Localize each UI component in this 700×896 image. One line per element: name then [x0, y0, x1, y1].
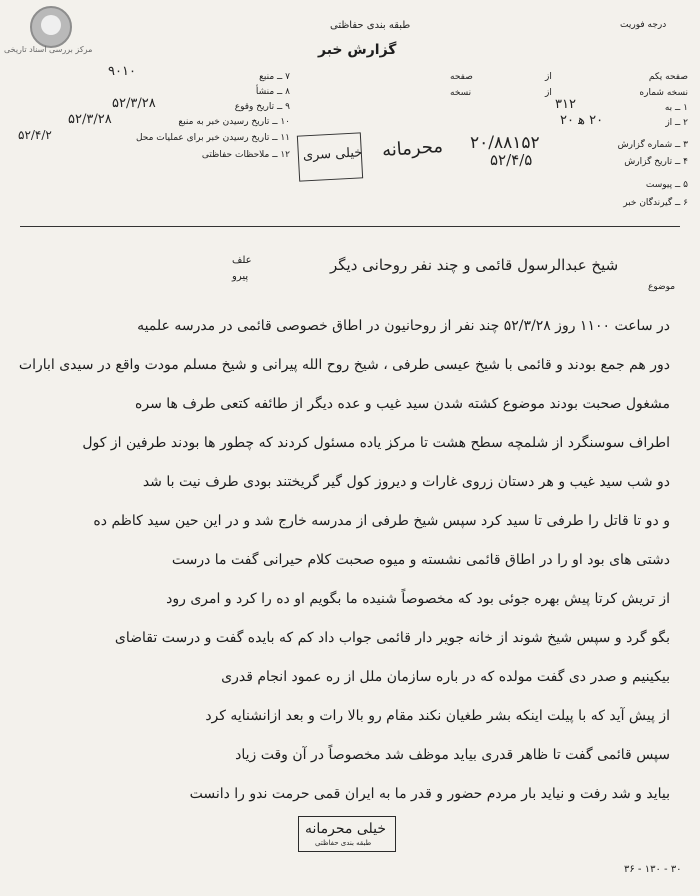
center-stamp: محرمانه	[381, 135, 444, 162]
body-line: مشغول صحبت بودند موضوع کشته شدن سید غیب و عده دیگر از طائفه کتعی طرف ها سره	[135, 396, 670, 412]
body-line: بیاید و شد رفت و نیاید بار مردم حضور و قدر ما به ایران قمی حرمت ندو را دانست	[189, 786, 670, 802]
form-title: گزارش خبر	[318, 42, 397, 58]
field-value: ۹۰۱۰	[108, 64, 136, 79]
field-label: ۱ ــ به	[664, 103, 688, 113]
field-value: ۳۱۲	[555, 97, 576, 112]
field-label: صفحه یکم	[648, 72, 688, 82]
stamp-box	[297, 132, 363, 181]
field-value: ۲۰/۸۸۱۵۲	[470, 133, 540, 153]
bottom-stamp-sub: طبقه بندی حفاظتی	[315, 839, 372, 847]
body-line: دو شب سید غیب و هر دستان زروی غارات و دیروز کول گیر گریختند بودی طرف نیت با شد	[142, 474, 670, 490]
subject-text: شیخ عبدالرسول قائمی و چند نفر روحانی دیگر	[330, 256, 619, 274]
field-label: ۱۱ ــ تاریخ رسیدن خبر برای عملیات محل	[135, 133, 290, 143]
body-line: از پیش آید که با پیلت اینکه بشر طغیان نکند مقام رو بالا رات و بعد ازانشنایه کرد	[205, 708, 670, 724]
bottom-stamp	[298, 816, 396, 852]
field-mid: از	[545, 72, 552, 82]
classification-center: طبقه بندی حفاظتی	[330, 20, 411, 31]
bottom-stamp-main: خیلی محرمانه	[305, 821, 387, 837]
stamp-box-text: خیلی سری	[302, 145, 363, 164]
classification-right: درجه فوریت	[620, 20, 667, 30]
archive-logo-text: مرکز بررسی اسناد تاریخی	[4, 45, 93, 54]
body-line: دشتی های بود او را در اطاق قائمی نشسته و میوه صحبت کلام حیرانی گفت ما درست	[171, 552, 670, 568]
field-label: ۱۲ ــ ملاحظات حفاظتی	[201, 150, 290, 160]
field-mid: نسخه	[450, 88, 472, 98]
field-value: ۲۰ ه‍ ۲۰	[560, 113, 604, 128]
body-line: سپس قائمی گفت تا ظاهر قدری بیاید موظف شد مخصوصاً در آن وقت زیاد	[235, 747, 670, 763]
annotation-left-2: پیرو	[232, 271, 249, 282]
body-line: و دو تا قاتل را طرفی تا سید کرد سپس شیخ طرفی از مدرسه خارج شد و در این حین سید کاظم ده	[93, 513, 670, 529]
field-value: ۵۲/۴/۲	[18, 128, 52, 142]
field-label: ۴ ــ تاریخ گزارش	[624, 157, 688, 167]
field-label: ۳ ــ شماره گزارش	[617, 140, 688, 150]
body-line: بیکینیم و صدر دی گفت مولده که در باره سازمان ملل از ره عمود انجام قدری	[221, 669, 670, 685]
field-label: ۱۰ ــ تاریخ رسیدن خبر به منبع	[178, 117, 290, 127]
body-line: دور هم جمع بودند و قائمی با شیخ عیسی طرفی ، شیخ روح الله پیرانی و شیخ مسلم مودت واقع در سیدی ابارات	[18, 357, 670, 373]
field-label: ۷ ــ منبع	[259, 72, 290, 82]
body-line: اطراف سوسنگرد از شلمچه سطح هشت تا مرکز یاده مسئول کردند که چطور ها بودند طرفین از کول	[82, 435, 670, 451]
field-label: ۲ ــ از	[665, 118, 688, 128]
body-line: از تریش کرتا پیش بهره جوئی بود که مخصوصاً شنیده ما بگویم او ده را کرد و امری رود	[166, 591, 670, 607]
divider	[20, 226, 680, 227]
field-value: ۵۲/۳/۲۸	[112, 96, 156, 111]
field-mid: از	[545, 88, 552, 98]
field-mid: صفحه	[450, 72, 473, 82]
field-value: ۵۲/۳/۲۸	[68, 112, 112, 127]
footer-code: ۳۰ - ۱۳۰ - ۳۶	[624, 864, 682, 875]
field-value: ۵۲/۴/۵	[490, 151, 533, 169]
body-line: در ساعت ۱۱۰۰ روز ۵۲/۳/۲۸ چند نفر از روحانیون در اطاق خصوصی قائمی در مدرسه علمیه	[137, 318, 670, 334]
body-line: بگو گرد و سپس شیخ شوند از خانه جویر دار قائمی جواب داد کم که بایده گفت و درست تقاضای	[114, 630, 670, 646]
field-label: ۹ ــ تاریخ وقوع	[234, 102, 290, 112]
archive-logo-icon	[30, 6, 72, 48]
field-label: ۸ ــ منشأ	[255, 87, 290, 97]
field-label: ۶ ــ گیرندگان خبر	[623, 198, 688, 208]
field-label: ۵ ــ پیوست	[645, 180, 688, 190]
annotation-left: علف	[232, 255, 252, 266]
field-label: نسخه شماره	[639, 88, 688, 98]
subject-label: موضوع	[648, 282, 676, 292]
